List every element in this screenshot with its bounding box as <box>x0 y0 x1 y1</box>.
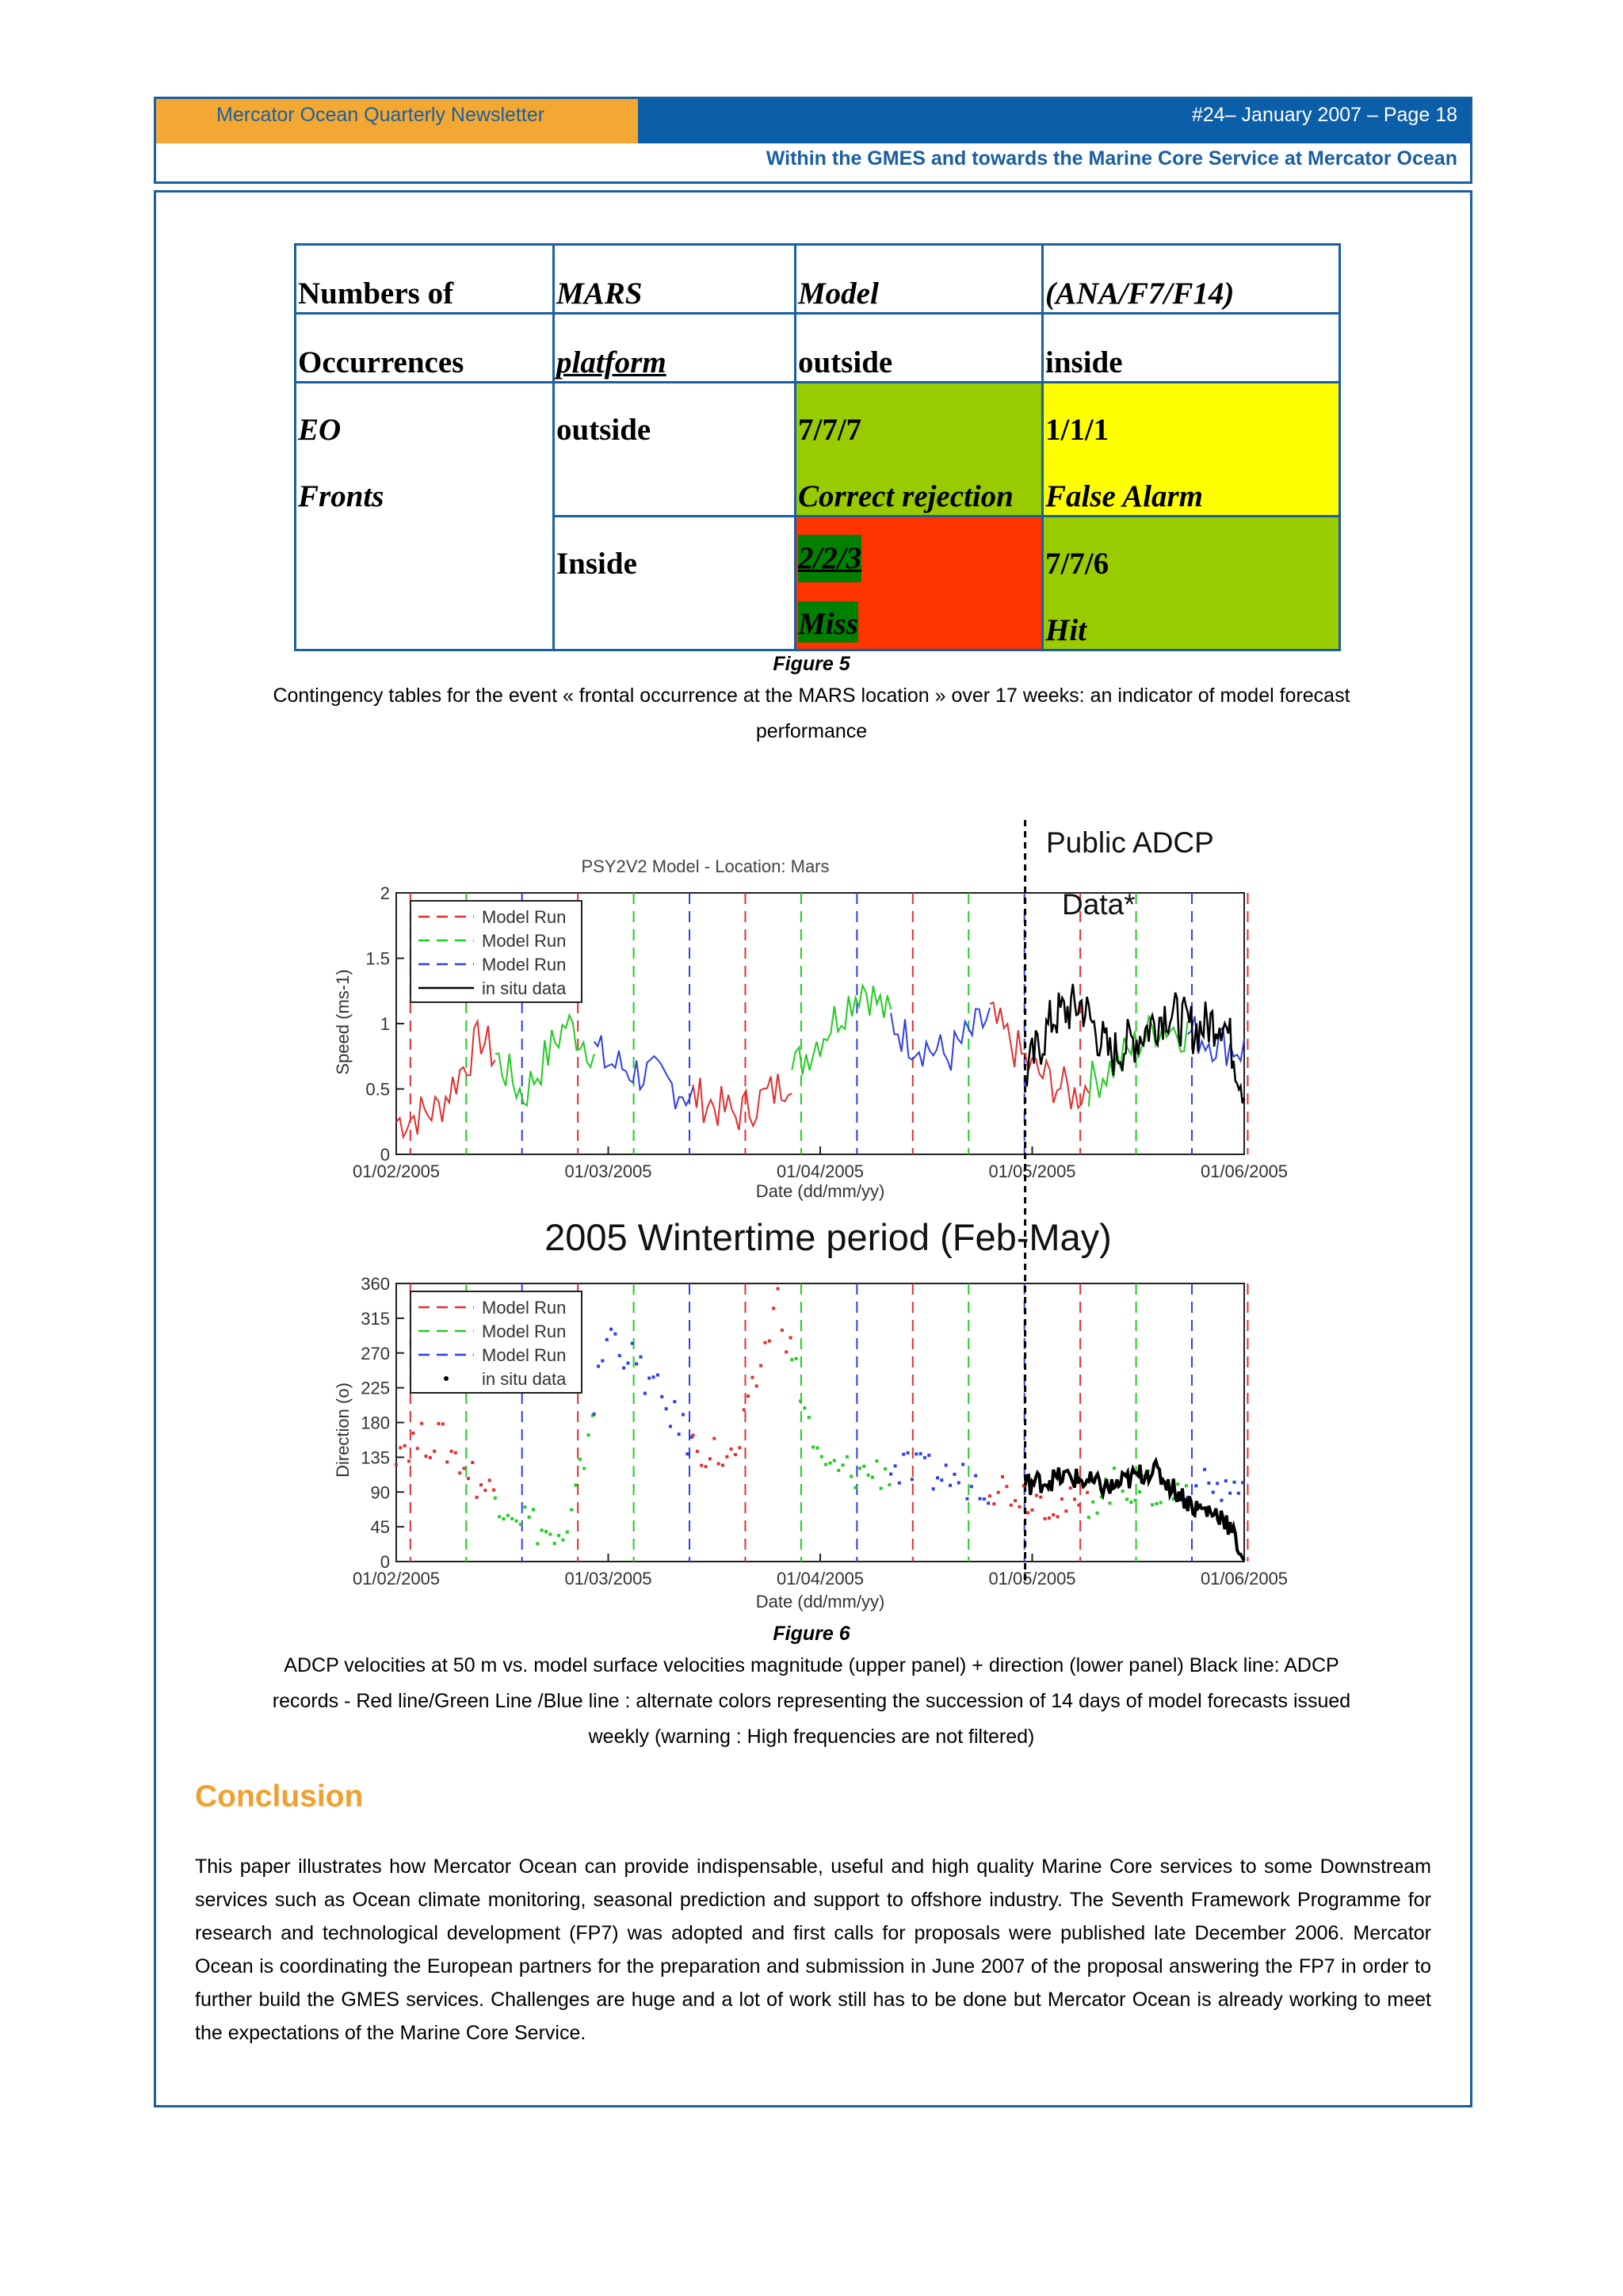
model-run-point <box>808 1416 811 1419</box>
y-tick-label: 360 <box>361 1274 390 1294</box>
model-run-point <box>494 1497 497 1500</box>
model-run-point <box>579 1458 582 1461</box>
model-run-point <box>1044 1517 1047 1520</box>
model-run-point <box>574 1484 577 1487</box>
model-run-point <box>965 1497 968 1501</box>
model-run-point <box>492 1489 495 1492</box>
model-run-point <box>961 1463 964 1466</box>
platform-inside-cell: Inside <box>554 517 796 650</box>
period-label: 2005 Wintertime period (Feb-May) <box>544 1216 1112 1258</box>
model-run-point <box>850 1475 853 1478</box>
caption-line: records - Red line/Green Line /Blue line : alternate colors representing the succession of 14 days of model forecasts issued <box>272 1690 1351 1712</box>
model-run-point <box>593 1413 596 1416</box>
model-run-point <box>557 1534 560 1537</box>
model-run-point <box>953 1473 956 1476</box>
model-run-point <box>700 1464 703 1467</box>
x-tick-label: 01/05/2005 <box>988 1569 1076 1589</box>
model-run-point <box>536 1542 539 1545</box>
legend-label: in situ data <box>482 978 567 998</box>
model-run-point <box>833 1459 836 1462</box>
model-run-point <box>708 1457 712 1460</box>
model-run-point <box>1151 1503 1154 1506</box>
x-tick-label: 01/03/2005 <box>564 1569 652 1589</box>
model-run-point <box>862 1465 865 1468</box>
model-run-point <box>548 1533 552 1536</box>
model-run-point <box>678 1432 681 1436</box>
model-run-point <box>738 1446 741 1449</box>
x-tick-label: 01/02/2005 <box>352 1161 441 1181</box>
legend-label: Model Run <box>482 1298 567 1318</box>
model-run-point <box>1207 1482 1210 1485</box>
model-run-point <box>721 1463 724 1466</box>
model-run-point <box>768 1340 771 1343</box>
model-run-point <box>1155 1502 1158 1505</box>
model-run-point <box>799 1399 802 1402</box>
caption-line: weekly (warning : High frequencies are not filtered) <box>588 1726 1035 1748</box>
model-run-point <box>759 1364 762 1367</box>
model-run-point <box>795 1357 798 1360</box>
model-run-point <box>665 1407 668 1410</box>
model-run-point <box>781 1329 784 1332</box>
table-header-cell: outside <box>796 314 1043 383</box>
figure-6-title: Figure 6 <box>773 1623 850 1645</box>
model-run-point <box>988 1494 991 1497</box>
model-run-point <box>692 1434 695 1437</box>
adcp-figure <box>317 808 1300 1616</box>
model-run-point <box>506 1514 510 1517</box>
conclusion-heading: Conclusion <box>195 1779 364 1814</box>
y-tick-label: 1.5 <box>365 948 390 969</box>
model-run-point <box>471 1461 474 1464</box>
model-run-point <box>1039 1496 1042 1499</box>
model-run-point <box>1109 1501 1112 1505</box>
model-run-point <box>772 1306 775 1310</box>
model-run-point <box>1014 1499 1017 1502</box>
model-run-point <box>1228 1492 1232 1495</box>
model-run-point <box>927 1454 930 1457</box>
caption-line: Contingency tables for the event « frontal occurrence at the MARS location » over 17 weeks: an indicator of model forecast <box>273 685 1350 707</box>
model-run-point <box>458 1471 461 1474</box>
public-adcp-annotation: Public ADCP <box>1046 826 1214 859</box>
model-run-point <box>957 1482 960 1485</box>
model-run-point <box>1216 1482 1219 1485</box>
model-run-point <box>1224 1479 1228 1482</box>
x-axis-label: Date (dd/mm/yy) <box>755 1181 885 1201</box>
model-run-point <box>1052 1513 1055 1516</box>
issue-page-info: #24– January 2007 – Page 18 <box>1192 104 1457 126</box>
table-header-cell: Model <box>796 245 1043 314</box>
y-tick-label: 45 <box>370 1517 390 1538</box>
model-run-point <box>523 1505 526 1508</box>
model-run-point <box>979 1497 982 1501</box>
caption-line: performance <box>755 720 868 742</box>
model-run-point <box>858 1466 861 1470</box>
model-run-point <box>712 1437 716 1440</box>
model-run-point <box>1233 1481 1236 1484</box>
model-run-point <box>777 1287 780 1291</box>
model-run-point <box>433 1450 436 1453</box>
figure-5-caption <box>198 678 1425 749</box>
y-tick-label: 1 <box>380 1014 390 1034</box>
hit-cell: 7/7/6 Hit <box>1043 517 1340 650</box>
model-run-point <box>441 1422 445 1425</box>
model-run-point <box>1159 1501 1163 1505</box>
model-run-point <box>519 1523 522 1526</box>
newsletter-title: Mercator Ocean Quarterly Newsletter <box>216 104 545 126</box>
model-run-point <box>815 1447 819 1450</box>
table-header-cell: platform <box>554 314 796 383</box>
model-run-point <box>416 1447 419 1450</box>
miss-cell: 2/2/3 Miss <box>796 517 1043 650</box>
model-run-point <box>837 1469 840 1472</box>
model-run-point <box>463 1466 466 1470</box>
model-run-point <box>884 1467 887 1470</box>
platform-outside-cell: outside <box>554 383 796 517</box>
model-run-point <box>888 1483 891 1486</box>
model-run-point <box>566 1531 569 1534</box>
model-run-point <box>867 1474 870 1477</box>
model-run-point <box>622 1367 625 1370</box>
model-run-point <box>429 1456 432 1459</box>
model-run-point <box>1176 1482 1179 1486</box>
model-run-point <box>467 1477 470 1480</box>
y-axis-label: Direction (o) <box>333 1383 353 1478</box>
model-run-point <box>1077 1504 1080 1507</box>
model-run-point <box>854 1486 857 1489</box>
model-run-point <box>1121 1489 1125 1493</box>
model-run-point <box>763 1341 766 1344</box>
model-run-point <box>631 1342 634 1345</box>
model-run-point <box>1060 1497 1064 1501</box>
model-run-point <box>789 1336 792 1339</box>
model-run-point <box>803 1406 806 1409</box>
model-run-point <box>515 1520 518 1523</box>
model-run-point <box>992 1502 995 1505</box>
model-run-point <box>532 1508 535 1511</box>
model-run-point <box>902 1453 905 1456</box>
model-run-point <box>640 1356 643 1359</box>
model-run-point <box>1220 1499 1223 1502</box>
y-axis-label: Speed (ms-1) <box>333 969 353 1075</box>
model-run-point <box>1091 1501 1094 1504</box>
y-tick-label: 0 <box>380 1145 390 1165</box>
model-run-point <box>820 1455 823 1459</box>
conclusion-paragraph: This paper illustrates how Mercator Ocean can provide indispensable, useful and high quality Marine Core services to some Downstream services such as Ocean climate monitoring, seasonal prediction and support to offshore industry. The Seventh Framework Programme for research and technological development (FP7) was adopted and first calls for proposals were published late December 2006. Mercator Ocean is coordinating the European partners for the preparation and submission in June 2007 of the proposal answering the FP7 in order to further build the GMES services. Challenges are huge and a lot of work still has to be done but Mercator Ocean is already working to meet the expectations of the Marine Core Service. <box>195 1855 1431 2044</box>
model-run-point <box>747 1394 750 1398</box>
model-run-point <box>540 1528 544 1531</box>
model-run-point <box>949 1484 952 1487</box>
model-run-point <box>696 1450 699 1453</box>
model-run-point <box>828 1462 831 1465</box>
model-run-point <box>635 1362 638 1365</box>
model-run-point <box>613 1333 617 1336</box>
model-run-point <box>974 1474 977 1478</box>
model-run-point <box>894 1464 897 1467</box>
model-run-point <box>483 1489 487 1492</box>
model-run-point <box>812 1445 815 1448</box>
model-run-point <box>454 1451 457 1455</box>
model-run-point <box>1129 1501 1132 1504</box>
model-run-point <box>940 1478 943 1482</box>
y-tick-label: 180 <box>361 1413 390 1433</box>
model-run-point <box>601 1360 604 1363</box>
model-run-point <box>907 1451 910 1455</box>
model-run-point <box>846 1455 849 1459</box>
model-run-point <box>587 1433 590 1436</box>
model-run-point <box>755 1384 758 1387</box>
legend-label: Model Run <box>482 1345 567 1365</box>
caption-line: ADCP velocities at 50 m vs. model surface velocities magnitude (upper panel) + direction (lower panel) Black line: ADCP <box>284 1654 1339 1676</box>
model-run-point <box>911 1478 914 1481</box>
model-run-point <box>1096 1512 1099 1515</box>
model-run-point <box>618 1354 621 1357</box>
table-row-eo-outside <box>296 383 1340 517</box>
model-run-point <box>932 1487 935 1490</box>
model-run-point <box>730 1447 733 1451</box>
model-run-point <box>705 1465 708 1468</box>
header-subtitle: Within the GMES and towards the Marine Core Service at Mercator Ocean <box>766 147 1457 170</box>
model-run-point <box>660 1395 663 1398</box>
model-run-point <box>420 1422 423 1425</box>
y-tick-label: 0 <box>380 1552 390 1572</box>
x-tick-label: 01/06/2005 <box>1200 1569 1289 1589</box>
model-run-point <box>1185 1484 1188 1487</box>
header-bar <box>156 99 1470 143</box>
model-run-point <box>734 1453 737 1456</box>
model-run-point <box>997 1491 1000 1494</box>
y-tick-label: 0.5 <box>365 1079 390 1100</box>
table-header-cell: MARS <box>554 245 796 314</box>
model-run-point <box>824 1463 827 1466</box>
contingency-table <box>294 243 1341 651</box>
model-run-point <box>1056 1515 1060 1518</box>
model-run-point <box>1138 1490 1141 1493</box>
model-run-point <box>597 1365 600 1368</box>
model-run-point <box>1018 1505 1021 1508</box>
legend-label: Model Run <box>482 931 567 951</box>
model-run-point <box>498 1515 501 1518</box>
model-run-point <box>1087 1516 1090 1519</box>
model-run-point <box>970 1485 973 1488</box>
model-run-point <box>510 1517 514 1520</box>
model-run-point <box>475 1496 479 1499</box>
model-run-point <box>609 1328 613 1331</box>
model-run-point <box>1073 1497 1076 1501</box>
model-run-point <box>945 1463 948 1466</box>
model-run-point <box>479 1483 483 1486</box>
model-run-point <box>1069 1486 1072 1489</box>
legend-label: Model Run <box>482 1322 567 1341</box>
model-run-point <box>528 1516 531 1519</box>
model-run-point <box>502 1517 506 1520</box>
model-run-point <box>656 1373 659 1376</box>
model-run-point <box>407 1459 411 1463</box>
row-label-eo-fronts: EO Fronts <box>296 383 554 650</box>
model-run-point <box>1064 1509 1067 1512</box>
model-run-point <box>605 1338 609 1341</box>
model-run-point <box>983 1497 986 1501</box>
model-run-point <box>1212 1491 1215 1494</box>
legend-label: Model Run <box>482 907 567 927</box>
model-run-point <box>1048 1516 1051 1520</box>
legend-swatch <box>444 1376 449 1381</box>
y-tick-label: 2 <box>380 883 390 903</box>
model-run-point <box>424 1455 427 1458</box>
model-run-point <box>647 1376 651 1379</box>
model-run-point <box>1203 1468 1206 1471</box>
table-header-cell: (ANA/F7/F14) <box>1043 245 1340 314</box>
model-run-point <box>450 1450 453 1453</box>
model-run-point <box>1134 1499 1137 1502</box>
legend-label: in situ data <box>482 1369 567 1389</box>
model-run-point <box>553 1542 556 1545</box>
correct-rejection-cell: 7/7/7 Correct rejection <box>796 383 1043 517</box>
model-run-point <box>1241 1481 1244 1484</box>
model-run-point <box>1005 1485 1008 1488</box>
model-run-point <box>1237 1492 1240 1495</box>
model-run-point <box>880 1487 883 1490</box>
figure-5-title: Figure 5 <box>773 653 850 675</box>
model-run-point <box>652 1375 655 1379</box>
model-run-point <box>923 1456 926 1459</box>
model-run-point <box>626 1361 629 1364</box>
model-run-point <box>875 1459 878 1463</box>
public-adcp-annotation: Data* <box>1062 888 1136 921</box>
model-run-point <box>915 1452 918 1455</box>
model-run-point <box>411 1432 414 1435</box>
model-run-point <box>1086 1491 1089 1494</box>
x-tick-label: 01/04/2005 <box>776 1161 865 1181</box>
model-run-point <box>1026 1511 1029 1514</box>
y-tick-label: 135 <box>361 1447 390 1468</box>
false-alarm-cell: 1/1/1 False Alarm <box>1043 383 1340 517</box>
model-run-point <box>1031 1508 1034 1512</box>
model-run-point <box>987 1501 990 1505</box>
model-run-point <box>919 1452 922 1455</box>
model-run-point <box>437 1422 441 1425</box>
model-run-point <box>743 1408 746 1411</box>
model-run-point <box>445 1460 449 1463</box>
model-run-point <box>673 1400 676 1403</box>
model-run-point <box>582 1466 586 1470</box>
table-header-cell: Occurrences <box>296 314 554 383</box>
x-tick-label: 01/05/2005 <box>988 1161 1076 1181</box>
x-axis-label: Date (dd/mm/yy) <box>755 1592 885 1611</box>
model-run-point <box>842 1463 845 1466</box>
model-run-point <box>1010 1504 1013 1507</box>
legend-label: Model Run <box>482 955 567 974</box>
model-run-point <box>1125 1497 1128 1501</box>
model-run-point <box>643 1392 647 1395</box>
figure-6-caption <box>198 1648 1425 1755</box>
y-tick-label: 315 <box>361 1308 390 1329</box>
model-run-point <box>395 1463 398 1466</box>
x-tick-label: 01/02/2005 <box>352 1569 441 1589</box>
x-tick-label: 01/06/2005 <box>1200 1161 1289 1181</box>
model-run-point <box>561 1539 564 1542</box>
model-run-point <box>544 1530 548 1533</box>
table-header-cell: inside <box>1043 314 1340 383</box>
table-header-cell: Numbers of <box>296 245 554 314</box>
model-run-point <box>1194 1484 1197 1487</box>
model-run-point <box>725 1455 728 1459</box>
model-run-point <box>871 1476 874 1479</box>
table-header-row-2 <box>296 314 1340 383</box>
model-run-point <box>403 1444 407 1447</box>
model-run-point <box>936 1476 939 1479</box>
y-tick-label: 270 <box>361 1343 390 1363</box>
model-run-point <box>685 1452 689 1455</box>
x-tick-label: 01/04/2005 <box>776 1569 865 1589</box>
model-run-point <box>898 1482 901 1485</box>
y-tick-label: 225 <box>361 1378 390 1398</box>
newsletter-header <box>154 97 1472 184</box>
model-run-point <box>399 1446 402 1449</box>
model-run-point <box>682 1413 685 1417</box>
model-run-point <box>1001 1475 1004 1478</box>
model-run-point <box>717 1462 720 1465</box>
model-run-point <box>790 1358 793 1361</box>
model-run-point <box>785 1350 788 1353</box>
model-run-point <box>669 1425 672 1428</box>
model-run-point <box>1113 1466 1116 1470</box>
model-run-point <box>488 1478 491 1482</box>
model-run-point <box>570 1508 573 1512</box>
model-run-point <box>889 1473 892 1476</box>
model-run-point <box>1035 1494 1038 1497</box>
x-tick-label: 01/03/2005 <box>564 1161 652 1181</box>
chart-title: PSY2V2 Model - Location: Mars <box>581 856 830 876</box>
table-header-row-1 <box>296 245 1340 314</box>
model-run-point <box>750 1376 754 1379</box>
y-tick-label: 90 <box>370 1482 390 1503</box>
